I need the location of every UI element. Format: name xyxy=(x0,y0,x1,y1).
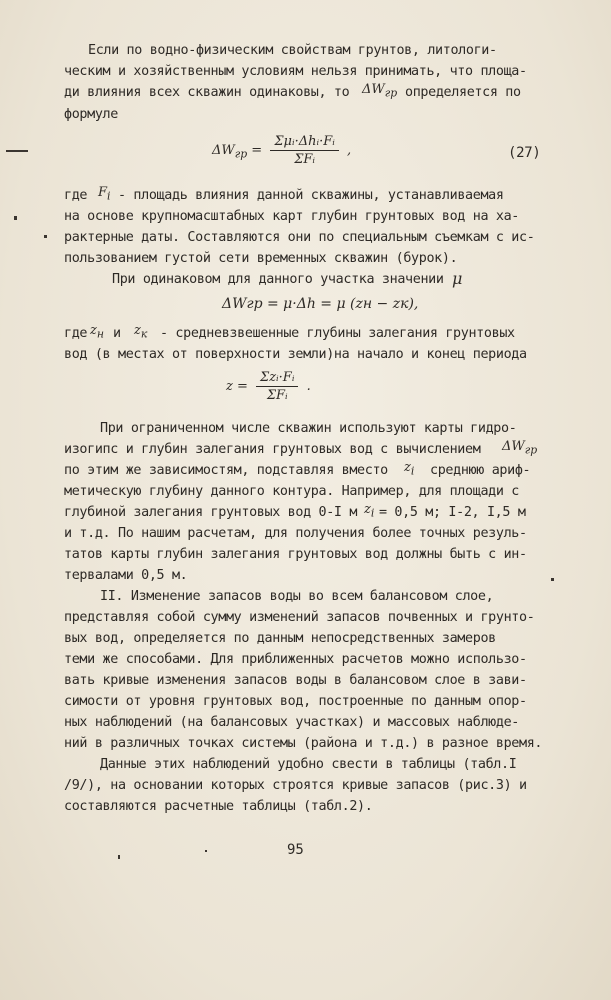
inline-mu: μ xyxy=(452,269,463,288)
text-line: составляются расчетные таблицы (табл.2). xyxy=(64,799,373,814)
equation-number: (27) xyxy=(508,145,541,161)
text-line: При одинаковом для данного участка значении xyxy=(112,272,444,287)
text-line: и xyxy=(113,326,121,341)
text-line: - средневзвешенные глубины залегания грунтовых xyxy=(160,326,515,341)
inline-delta-w: $\Delta W_{гр}$ xyxy=(362,82,398,100)
text-line: Данные этих наблюдений удобно свести в таблицы (табл.I xyxy=(100,757,517,772)
text-line: симости от уровня грунтовых вод, построенные по данным опор- xyxy=(64,694,527,709)
text-line: по этим же зависимостям, подставляя вместо xyxy=(64,463,388,478)
scan-mark xyxy=(118,855,120,859)
text-line: метическую глубину данного контура. Например, для площади с xyxy=(64,484,519,499)
inline-z-i: $z_i$ xyxy=(404,460,415,478)
scan-mark xyxy=(205,850,207,852)
text-line: = 0,5 м; I-2, I,5 м xyxy=(379,505,526,520)
text-line: пользованием густой сети временных скважин (бурок). xyxy=(64,251,458,266)
text-line: формуле xyxy=(64,107,118,122)
text-line: определяется по xyxy=(405,85,521,100)
formula-27: $\Delta W_{гр}$ = $\frac{\text{Σμᵢ·Δhᵢ·Fᵢ}}{\text{ΣFᵢ}}$ , xyxy=(212,134,352,167)
text-line: ди влияния всех скважин одинаковы, то xyxy=(64,85,350,100)
text-line: II. Изменение запасов воды во всем балансовом слое, xyxy=(100,589,494,604)
text-line: Если по водно-физическим свойствам грунтов, литологи- xyxy=(88,43,497,58)
scan-mark xyxy=(551,578,554,581)
text-line: изогипс и глубин залегания грунтовых вод с вычислением xyxy=(64,442,481,457)
text-line: теми же способами. Для приближенных расчетов можно использо- xyxy=(64,652,527,667)
formula-z: z = $\frac{\text{Σzᵢ·Fᵢ}}{\text{ΣFᵢ}}$ . xyxy=(226,370,311,403)
formula-mu: ΔWгр = μ·Δh = μ (zн − zк), xyxy=(222,296,419,312)
text-line: /9/), на основании которых строятся кривые запасов (рис.3) и xyxy=(64,778,527,793)
text-line: ний в различных точках системы (района и т.д.) в разное время. xyxy=(64,736,543,751)
inline-z-k: $z_к$ xyxy=(134,323,148,341)
inline-f-i: $F_i$ xyxy=(98,185,111,203)
text-line: ных наблюдений (на балансовых участках) и массовых наблюде- xyxy=(64,715,519,730)
text-line: вых вод, определяется по данным непосредственных замеров xyxy=(64,631,496,646)
text-line: где xyxy=(64,326,88,341)
text-line: вать кривые изменения запасов воды в балансовом слое в зави- xyxy=(64,673,527,688)
text-line: где xyxy=(64,188,88,203)
scan-mark xyxy=(14,216,17,220)
inline-z-n: $z_н$ xyxy=(90,323,104,341)
page-number: 95 xyxy=(287,842,304,858)
text-line: вод (в местах от поверхности земли)на начало и конец периода xyxy=(64,347,527,362)
text-line: При ограниченном числе скважин используют карты гидро- xyxy=(100,421,517,436)
text-line: рактерные даты. Составляются они по специальным съемкам с ис- xyxy=(64,230,535,245)
text-line: на основе крупномасштабных карт глубин грунтовых вод на ха- xyxy=(64,209,519,224)
text-line: тервалами 0,5 м. xyxy=(64,568,188,583)
text-line: - площадь влияния данной скважины, устанавливаемая xyxy=(118,188,504,203)
scan-mark xyxy=(44,235,47,238)
text-line: представляя собой сумму изменений запасов почвенных и грунто- xyxy=(64,610,535,625)
text-line: среднюю ариф- xyxy=(430,463,531,478)
scan-mark xyxy=(6,150,28,152)
inline-delta-w-2: $\Delta W_{гр}$ xyxy=(502,439,538,457)
text-line: ческим и хозяйственным условиям нельзя принимать, что площа- xyxy=(64,64,527,79)
text-line: глубиной залегания грунтовых вод 0-I м xyxy=(64,505,358,520)
text-line: татов карты глубин залегания грунтовых вод должны быть с ин- xyxy=(64,547,527,562)
inline-z-i-2: $z_i$ xyxy=(364,502,375,520)
text-line: и т.д. По нашим расчетам, для получения более точных резуль- xyxy=(64,526,527,541)
